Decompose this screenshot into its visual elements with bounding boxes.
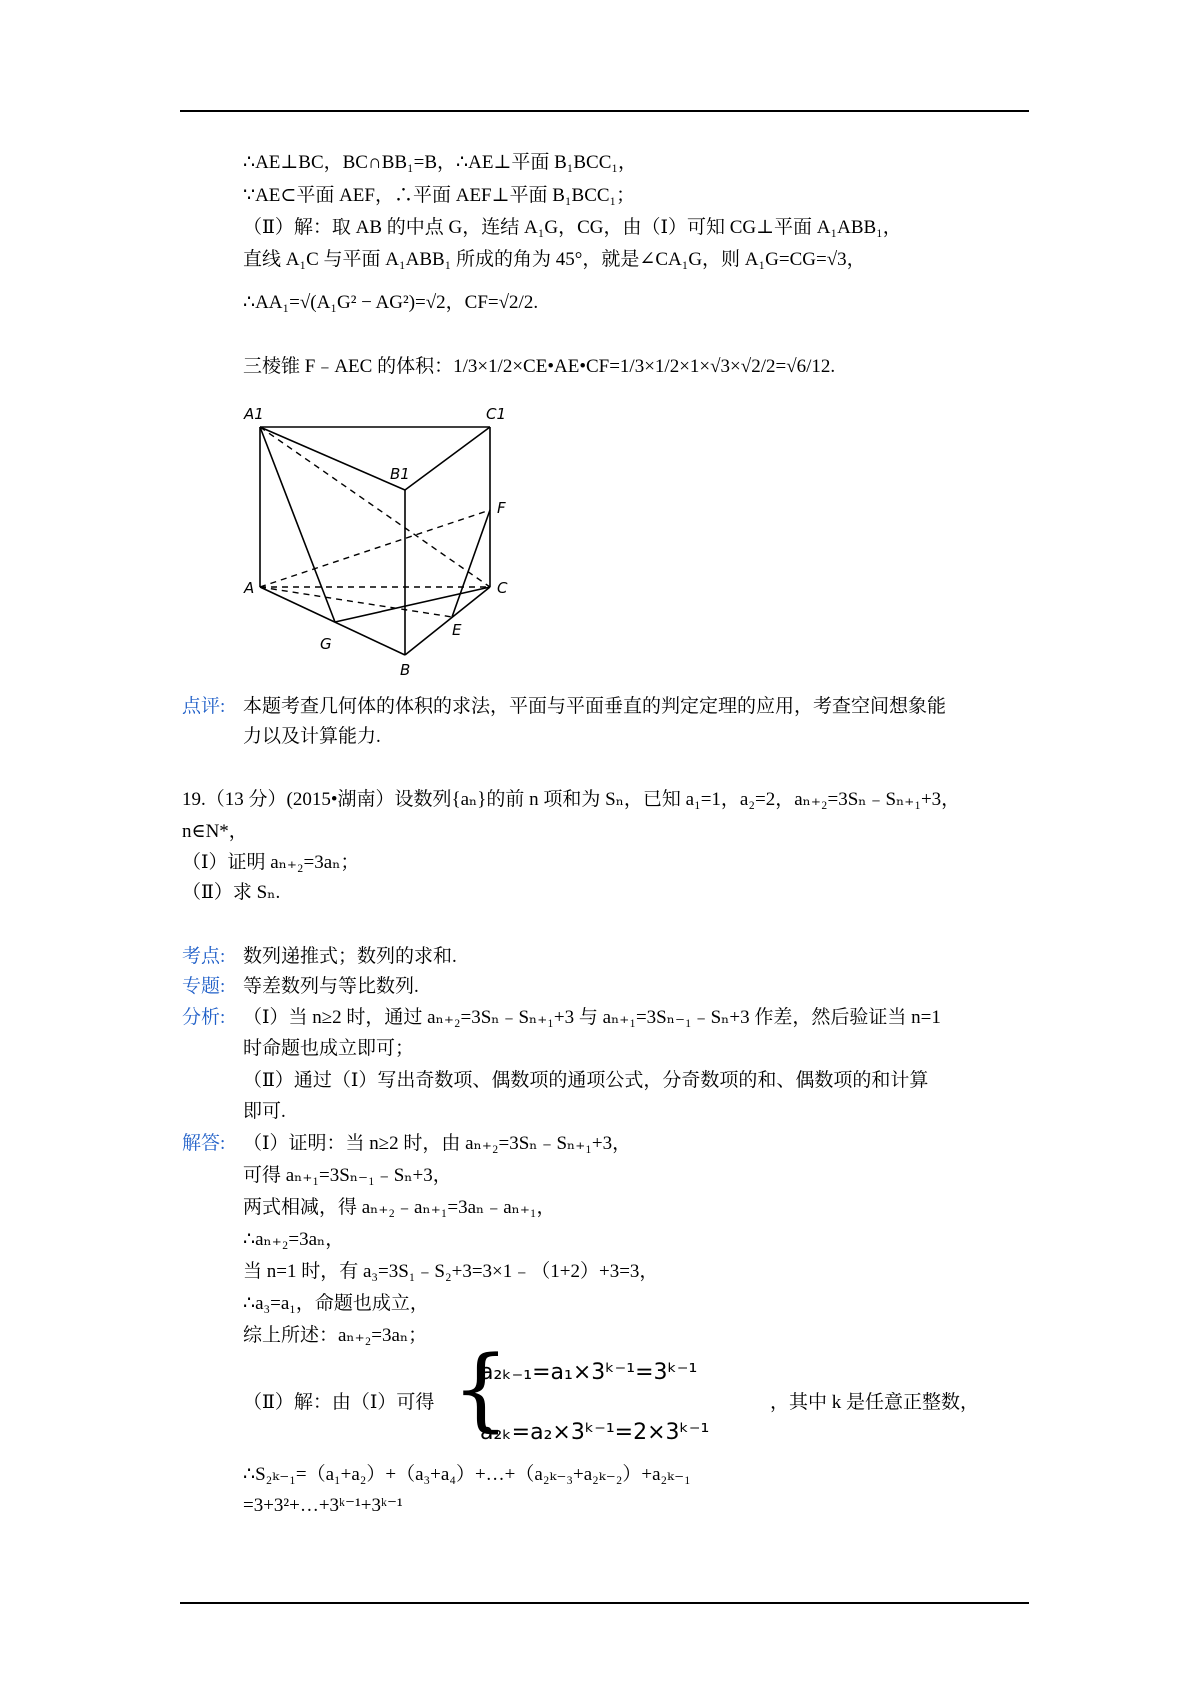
zhuanti-text: 等差数列与等比数列. (243, 976, 419, 997)
jieda-line-1: （Ⅰ）证明：当 n≥2 时，由 aₙ₊₂=3Sₙ﹣Sₙ₊₁+3， (243, 1133, 632, 1154)
label-E: E (452, 621, 462, 639)
kaodian-label: 考点: (182, 946, 226, 967)
fenxi-line-3: （Ⅱ）通过（Ⅰ）写出奇数项、偶数项的通项公式，分奇数项的和、偶数项的和计算 (243, 1070, 929, 1091)
proof-line-3: （Ⅱ）解：取 AB 的中点 G，连结 A₁G，CG，由（Ⅰ）可知 CG⊥平面 A₁ABB₁， (243, 217, 902, 238)
jieda-line-8-suffix: ，其中 k 是任意正整数， (770, 1392, 980, 1413)
q19-part1: （Ⅰ）证明 aₙ₊₂=3aₙ； (182, 852, 360, 873)
proof-line-4: 直线 A₁C 与平面 A₁ABB₁ 所成的角为 45°，就是∠CA₁G，则 A₁G=CG=√3， (243, 249, 866, 270)
fenxi-line-2: 时命题也成立即可； (243, 1038, 415, 1059)
zhuanti-label: 专题: (182, 976, 226, 997)
q19-header: 19.（13 分）(2015•湖南）设数列{aₙ}的前 n 项和为 Sₙ，已知 a₁=1，a₂=2，aₙ₊₂=3Sₙ﹣Sₙ₊₁+3， (182, 789, 961, 810)
review-line-2: 力以及计算能力. (243, 726, 381, 747)
top-rule (180, 110, 1029, 112)
jieda-line-2: 可得 aₙ₊₁=3Sₙ₋₁﹣Sₙ+3， (243, 1165, 452, 1186)
label-A1: A1 (244, 405, 264, 423)
system-brace: { (452, 1337, 510, 1442)
q19-condition: n∈N*， (182, 821, 248, 842)
fenxi-line-1: （Ⅰ）当 n≥2 时，通过 aₙ₊₂=3Sₙ﹣Sₙ₊₁+3 与 aₙ₊₁=3Sₙ₋₁﹣Sₙ+3 作差，然后验证当 n=1 (243, 1007, 941, 1028)
jieda-line-5: 当 n=1 时，有 a₃=3S₁﹣S₂+3=3×1﹣（1+2）+3=3， (243, 1261, 659, 1282)
proof-line-2: ∵AE⊂平面 AEF，∴平面 AEF⊥平面 B₁BCC₁； (243, 185, 636, 206)
fenxi-label: 分析: (182, 1007, 226, 1028)
jieda-line-6: ∴a₃=a₁，命题也成立， (243, 1293, 429, 1314)
prism-figure (240, 405, 550, 680)
jieda-line-4: ∴aₙ₊₂=3aₙ， (243, 1229, 345, 1250)
jieda-line-7: 综上所述：aₙ₊₂=3aₙ； (243, 1325, 428, 1346)
label-G: G (320, 635, 332, 653)
bottom-rule (180, 1602, 1029, 1604)
review-label: 点评: (182, 696, 226, 717)
jieda-line-10: =3+3²+…+3ᵏ⁻¹+3ᵏ⁻¹ (243, 1495, 403, 1516)
fenxi-line-4: 即可. (243, 1101, 286, 1122)
jieda-line-9: ∴S₂ₖ₋₁=（a₁+a₂）+（a₃+a₄）+…+（a₂ₖ₋₃+a₂ₖ₋₂）+a₂ₖ₋₁ (243, 1464, 691, 1485)
label-B1: B1 (390, 465, 410, 483)
proof-line-1: ∴AE⊥BC，BC∩BB₁=B，∴AE⊥平面 B₁BCC₁， (243, 152, 638, 173)
label-F: F (497, 499, 506, 517)
label-A: A (244, 579, 255, 597)
proof-line-5: ∴AA₁=√(A₁G² − AG²)=√2，CF=√2/2. (243, 292, 539, 313)
system-row-1: a₂ₖ₋₁=a₁×3ᵏ⁻¹=3ᵏ⁻¹ (480, 1360, 698, 1385)
label-C: C (497, 579, 508, 597)
review-line-1: 本题考查几何体的体积的求法，平面与平面垂直的判定定理的应用，考查空间想象能 (243, 696, 947, 717)
system-row-2: a₂ₖ=a₂×3ᵏ⁻¹=2×3ᵏ⁻¹ (480, 1420, 710, 1445)
jieda-line-8-prefix: （Ⅱ）解：由（Ⅰ）可得 (243, 1392, 435, 1413)
label-C1: C1 (486, 405, 507, 423)
jieda-line-3: 两式相减，得 aₙ₊₂﹣aₙ₊₁=3aₙ﹣aₙ₊₁， (243, 1197, 556, 1218)
proof-line-6: 三棱锥 F﹣AEC 的体积：1/3×1/2×CE•AE•CF=1/3×1/2×1×√3×√2/2=√6/12. (243, 356, 836, 377)
kaodian-text: 数列递推式；数列的求和. (243, 946, 457, 967)
label-B: B (400, 661, 411, 679)
q19-part2: （Ⅱ）求 Sₙ. (182, 882, 281, 903)
jieda-label: 解答: (182, 1133, 226, 1154)
